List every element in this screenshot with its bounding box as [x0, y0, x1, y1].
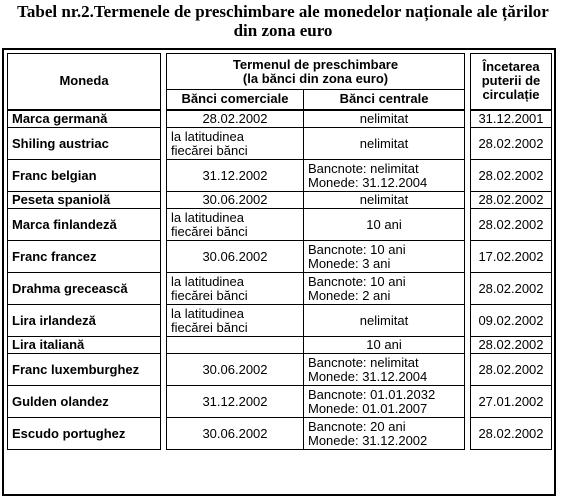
cell-incetarea: 28.02.2002	[471, 160, 552, 192]
cell-moneda: Escudo portughez	[8, 418, 161, 450]
cell-moneda: Gulden olandez	[8, 386, 161, 418]
cell-moneda: Franc francez	[8, 241, 161, 273]
header-incetarea-line1: Încetarea	[482, 59, 540, 75]
cell-banci-comerciale	[167, 418, 304, 450]
cell-incetarea: 28.02.2002	[471, 418, 552, 450]
cell-incetarea: 28.02.2002	[471, 337, 552, 354]
cell-banci-centrale	[304, 354, 465, 386]
cell-banci-comerciale-line: la latitudinea	[171, 209, 244, 225]
cell-incetarea: 17.02.2002	[471, 241, 552, 273]
cell-banci-comerciale	[167, 386, 304, 418]
cell-banci-centrale-line: Bancnote: 01.01.2032	[308, 386, 436, 402]
header-incetarea-line2: puterii de	[481, 73, 541, 89]
cell-moneda: Lira italiană	[8, 337, 161, 354]
cell-banci-centrale	[304, 337, 465, 354]
cell-banci-comerciale-line: la latitudinea	[171, 128, 244, 144]
cell-banci-comerciale	[167, 110, 304, 128]
cell-banci-comerciale	[167, 128, 304, 160]
cell-banci-comerciale	[167, 192, 304, 209]
header-banci-comerciale: Bănci comerciale	[167, 90, 304, 110]
cell-banci-centrale-line: Bancnote: 20 ani	[308, 418, 406, 434]
cell-banci-centrale	[304, 209, 465, 241]
cell-banci-comerciale	[167, 354, 304, 386]
header-incetarea-line3: circulație	[482, 87, 540, 103]
table-row	[8, 209, 552, 241]
cell-incetarea: 28.02.2002	[471, 128, 552, 160]
cell-banci-centrale	[304, 273, 465, 305]
cell-banci-comerciale-line: fiecărei bănci	[171, 287, 248, 303]
header-banci-centrale: Bănci centrale	[304, 90, 465, 110]
table-row	[8, 110, 552, 128]
cell-moneda: Lira irlandeză	[8, 305, 161, 337]
cell-banci-comerciale-line: 30.06.2002	[202, 361, 268, 377]
cell-banci-centrale-line: nelimitat	[359, 312, 409, 328]
table-row	[8, 241, 552, 273]
cell-moneda: Shiling austriac	[8, 128, 161, 160]
cell-banci-comerciale	[167, 273, 304, 305]
cell-banci-centrale-line: Monede: 31.12.2004	[308, 368, 428, 384]
cell-incetarea: 28.02.2002	[471, 209, 552, 241]
table-row	[8, 273, 552, 305]
header-termen	[167, 54, 465, 90]
cell-banci-comerciale-line: fiecărei bănci	[171, 223, 248, 239]
cell-banci-centrale-line: Bancnote: 10 ani	[308, 241, 406, 257]
cell-banci-centrale	[304, 418, 465, 450]
cell-banci-centrale-line: Bancnote: 10 ani	[308, 273, 406, 289]
cell-banci-centrale-line: nelimitat	[359, 135, 409, 151]
table-title-line2: din zona euro	[233, 21, 333, 40]
header-termen-line1: Termenul de preschimbare	[232, 56, 399, 72]
cell-banci-centrale-line: Bancnote: nelimitat	[308, 354, 419, 370]
cell-incetarea: 28.02.2002	[471, 273, 552, 305]
cell-banci-comerciale	[167, 209, 304, 241]
header-incetarea	[471, 54, 552, 110]
cell-banci-centrale	[304, 305, 465, 337]
cell-banci-centrale	[304, 241, 465, 273]
cell-banci-comerciale-line: la latitudinea	[171, 305, 244, 321]
table-row	[8, 386, 552, 418]
cell-incetarea: 27.01.2002	[471, 386, 552, 418]
table-title-line1: Tabel nr.2.Termenele de preschimbare ale monedelor naționale ale țărilor	[17, 2, 549, 21]
table-row	[8, 128, 552, 160]
cell-moneda: Marca finlandeză	[8, 209, 161, 241]
cell-banci-centrale-line: Bancnote: nelimitat	[308, 160, 419, 176]
cell-banci-centrale-line: 10 ani	[366, 337, 402, 352]
cell-banci-comerciale	[167, 305, 304, 337]
cell-banci-comerciale-line: fiecărei bănci	[171, 319, 248, 335]
table-row	[8, 337, 552, 354]
header-termen-line2: (la bănci din zona euro)	[242, 70, 389, 86]
table-row	[8, 418, 552, 450]
cell-banci-centrale-line: nelimitat	[359, 110, 409, 126]
cell-banci-comerciale-line: 31.12.2002	[202, 393, 268, 409]
cell-banci-comerciale-line: 30.06.2002	[202, 248, 268, 264]
cell-banci-centrale-line: Monede: 01.01.2007	[308, 400, 428, 416]
cell-banci-centrale-line: 10 ani	[366, 216, 402, 232]
cell-banci-centrale-line: Monede: 3 ani	[308, 255, 391, 271]
table-row	[8, 160, 552, 192]
table-title	[0, 2, 566, 40]
cell-incetarea: 28.02.2002	[471, 354, 552, 386]
table-row	[8, 305, 552, 337]
cell-banci-centrale-line: Monede: 31.12.2004	[308, 174, 428, 190]
table-body	[8, 110, 552, 450]
cell-banci-centrale-line: nelimitat	[359, 192, 409, 207]
cell-banci-comerciale-line: 31.12.2002	[202, 167, 268, 183]
table-row	[8, 192, 552, 209]
cell-incetarea: 31.12.2001	[471, 110, 552, 128]
cell-incetarea: 28.02.2002	[471, 192, 552, 209]
cell-banci-centrale	[304, 160, 465, 192]
cell-banci-comerciale-line: 28.02.2002	[202, 110, 268, 126]
currency-table	[7, 53, 552, 450]
cell-incetarea: 09.02.2002	[471, 305, 552, 337]
cell-banci-comerciale	[167, 241, 304, 273]
header-moneda: Moneda	[8, 54, 161, 110]
cell-banci-comerciale-line: la latitudinea	[171, 273, 244, 289]
cell-banci-centrale-line: Monede: 31.12.2002	[308, 432, 428, 448]
cell-moneda: Marca germană	[8, 110, 161, 128]
table-row	[8, 354, 552, 386]
cell-banci-centrale	[304, 386, 465, 418]
cell-banci-centrale	[304, 110, 465, 128]
cell-moneda: Peseta spaniolă	[8, 192, 161, 209]
cell-moneda: Franc luxemburghez	[8, 354, 161, 386]
cell-banci-comerciale	[167, 160, 304, 192]
cell-moneda: Franc belgian	[8, 160, 161, 192]
cell-banci-comerciale	[167, 337, 304, 354]
cell-banci-comerciale-line: fiecărei bănci	[171, 142, 248, 158]
cell-banci-centrale-line: Monede: 2 ani	[308, 287, 391, 303]
cell-moneda: Drahma grecească	[8, 273, 161, 305]
cell-banci-centrale	[304, 128, 465, 160]
cell-banci-comerciale-line: 30.06.2002	[202, 192, 268, 207]
cell-banci-comerciale-line: 30.06.2002	[202, 425, 268, 441]
cell-banci-centrale	[304, 192, 465, 209]
